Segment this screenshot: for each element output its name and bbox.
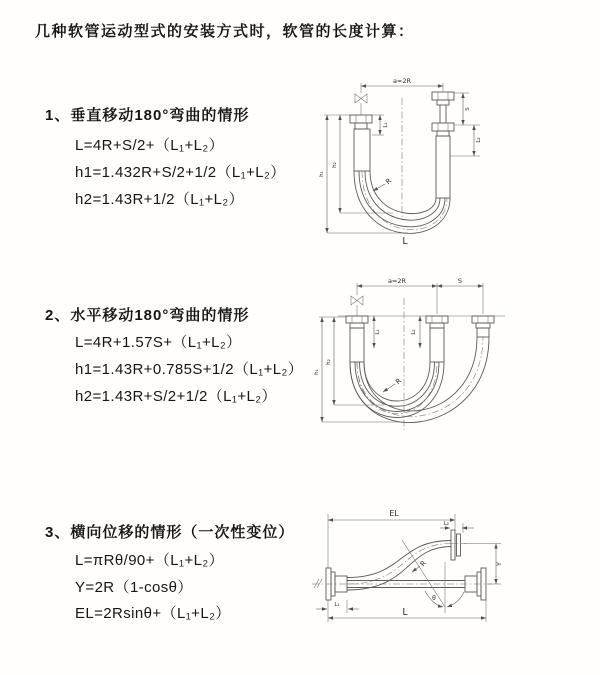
valve-icon <box>355 94 367 115</box>
dim-label-l2: L₂ <box>476 137 482 143</box>
radius-label: R <box>394 376 404 387</box>
dimension-l <box>328 600 486 622</box>
hose-arcs-position-2 <box>350 337 489 423</box>
diagram-vertical-movement <box>313 70 503 250</box>
dim-label-h1: h₁ <box>314 369 320 375</box>
dimension-l2 <box>411 316 420 348</box>
hose-s-curve <box>347 541 466 591</box>
diagram-horizontal-movement <box>312 272 517 444</box>
section-3-formula-L: L=πRθ/90+（L₁+L₂） <box>75 552 224 569</box>
dim-label-h2: h₂ <box>332 162 338 168</box>
radius-label: R <box>418 559 429 569</box>
dim-label-h1: h₁ <box>319 171 325 177</box>
length-label: L <box>402 236 408 247</box>
dim-label-a2r: a=2R <box>392 77 412 85</box>
page-title: 几种软管运动型式的安装方式时，软管的长度计算： <box>35 23 415 40</box>
dim-label-l1: L₁ <box>375 329 381 335</box>
middle-fitting <box>426 316 448 362</box>
dimension-a2r <box>357 277 483 314</box>
dim-label-l2: L₂ <box>411 329 417 335</box>
right-fitting <box>472 316 494 337</box>
section-3-formula-Y: Y=2R（1-cosθ） <box>75 579 193 596</box>
diagram-lateral-displacement <box>306 488 546 640</box>
right-fitting-stack <box>432 92 454 198</box>
dimension-l1 <box>316 600 359 613</box>
dimension-h2 <box>332 115 393 213</box>
top-flange <box>451 530 461 560</box>
radius-callout <box>383 377 403 392</box>
section-2-heading: 2、水平移动180°弯曲的情形 <box>45 307 250 324</box>
section-3-heading: 3、横向位移的情形（一次性变位） <box>45 524 295 541</box>
dimension-s <box>437 277 483 286</box>
section-1-formula-L: L=4R+S/2+（L₁+L₂） <box>75 137 225 154</box>
dimension-el <box>328 509 455 568</box>
dimension-l2 <box>440 521 474 533</box>
dimension-l2 <box>450 125 482 156</box>
dim-label-l1: L₁ <box>334 602 340 608</box>
angle-label: θ <box>432 595 436 602</box>
radius-callout <box>373 177 393 191</box>
dim-label-l1: L₁ <box>383 122 389 128</box>
dimension-s <box>454 93 480 125</box>
section-1-formula-h2: h2=1.43R+1/2（L₁+L₂） <box>75 191 245 208</box>
section-2-formula-L: L=4R+1.57S+（L₁+L₂） <box>75 334 242 351</box>
dim-label-el: EL <box>389 509 399 518</box>
dimension-a2r <box>361 77 443 93</box>
section-1-heading: 1、垂直移动180°弯曲的情形 <box>45 107 250 124</box>
dim-label-s: S <box>465 107 471 111</box>
dimension-l1 <box>374 316 381 348</box>
dimension-l1 <box>372 115 389 135</box>
length-label: L <box>402 607 408 618</box>
dim-label-a2r: a=2R <box>387 277 407 285</box>
radius-label: R <box>384 176 394 187</box>
dim-label-s: S <box>457 277 463 285</box>
left-fitting <box>350 115 372 171</box>
section-2-formula-h1: h1=1.43R+0.785S+1/2（L₁+L₂） <box>75 361 304 378</box>
section-2-formula-h2: h2=1.43R+S/2+1/2（L₁+L₂） <box>75 388 277 405</box>
dim-label-y: Y <box>495 562 503 566</box>
dimension-y <box>462 544 503 585</box>
dim-label-h2: h₂ <box>326 359 332 365</box>
dim-label-l2: L₂ <box>443 521 449 527</box>
dimension-h1 <box>319 115 408 233</box>
section-1-formula-h1: h1=1.432R+S/2+1/2（L₁+L₂） <box>75 164 286 181</box>
section-3-formula-EL: EL=2Rsinθ+（L₁+L₂） <box>75 605 231 622</box>
valve-icon <box>351 296 363 316</box>
left-fitting <box>346 316 368 362</box>
